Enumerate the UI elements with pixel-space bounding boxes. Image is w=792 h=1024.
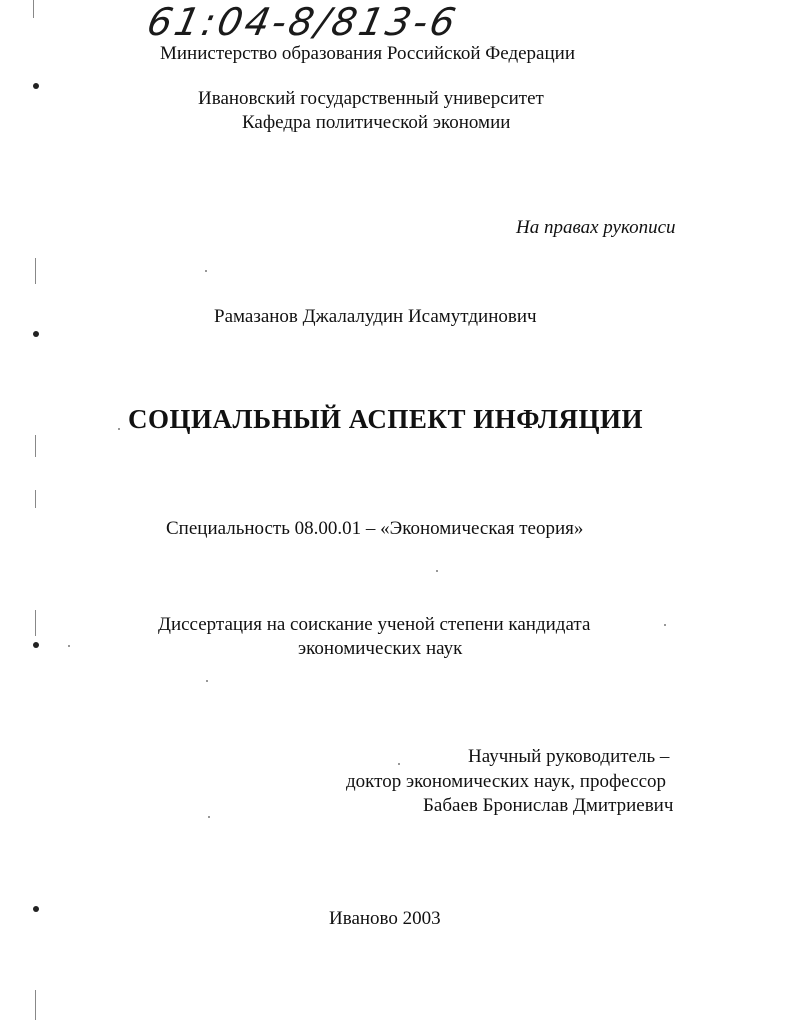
punch-hole-mark <box>33 331 39 337</box>
scan-speck <box>206 680 208 682</box>
scan-speck <box>664 624 666 626</box>
supervisor-label: Научный руководитель – <box>468 746 670 767</box>
punch-hole-mark <box>33 83 39 89</box>
dissertation-title: СОЦИАЛЬНЫЙ АСПЕКТ ИНФЛЯЦИИ <box>128 404 644 434</box>
supervisor-name: Бабаев Бронислав Дмитриевич <box>423 795 674 816</box>
scan-speck <box>208 816 210 818</box>
dissertation-degree-line-2: экономических наук <box>298 638 463 659</box>
scan-edge-line <box>33 0 34 18</box>
punch-hole-mark <box>33 906 39 912</box>
scan-speck <box>118 428 120 430</box>
archive-code-handwritten: 61:04-8/813-6 <box>143 0 463 44</box>
specialty-line: Специальность 08.00.01 – «Экономическая теория» <box>166 518 584 539</box>
author-name: Рамазанов Джалалудин Исамутдинович <box>214 306 537 327</box>
manuscript-note: На правах рукописи <box>516 217 676 238</box>
punch-hole-mark <box>33 642 39 648</box>
scan-edge-line <box>35 258 36 284</box>
supervisor-degree: доктор экономических наук, профессор <box>346 771 667 792</box>
scan-speck <box>398 763 400 765</box>
scan-speck <box>436 570 438 572</box>
scan-edge-line <box>35 490 36 508</box>
scan-speck <box>68 645 70 647</box>
scan-edge-line <box>35 990 36 1020</box>
ministry-heading: Министерство образования Российской Федерации <box>160 43 575 64</box>
scan-edge-line <box>35 435 36 457</box>
scan-speck <box>205 270 207 272</box>
city-year: Иваново 2003 <box>329 908 441 929</box>
department-name: Кафедра политической экономии <box>242 112 511 133</box>
scan-edge-line <box>35 610 36 636</box>
dissertation-degree-line-1: Диссертация на соискание ученой степени кандидата <box>158 614 591 635</box>
university-name: Ивановский государственный университет <box>198 88 544 109</box>
